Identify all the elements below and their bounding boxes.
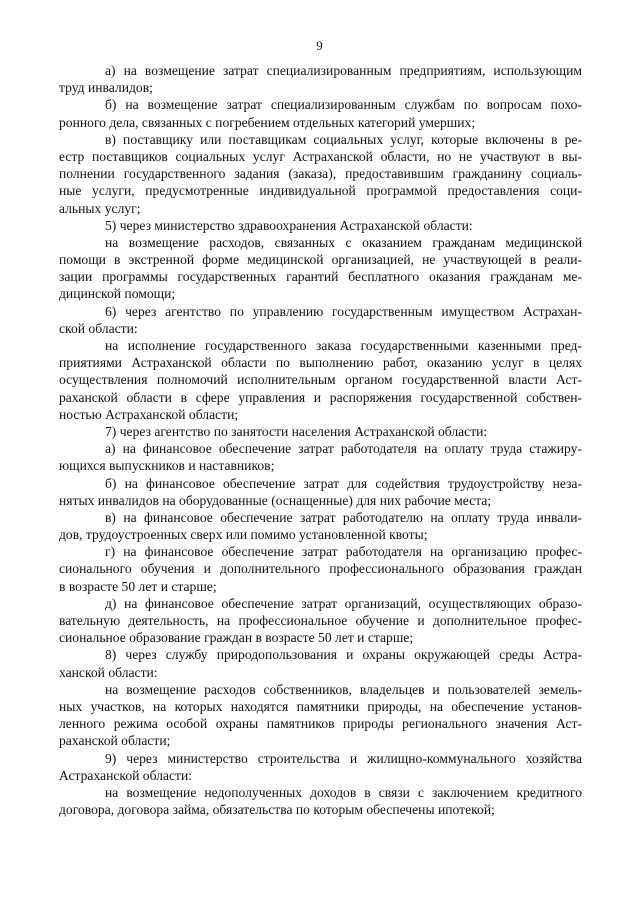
text-line: полнении государственного задания (заказа), предоставившим гражданину социаль- [59, 166, 582, 182]
text-line: ской области: [59, 320, 138, 336]
text-line: сиональное образование граждан в возрасте 50 лет и старше; [59, 630, 414, 646]
text-line: на возмещение расходов собственников, владельцев и пользователей земель- [105, 681, 582, 697]
text-line: ленного режима особой охраны памятников природы регионального значения Аст- [59, 716, 582, 732]
text-line: ющихся выпускников и наставников; [59, 458, 275, 474]
text-line: ные услуги, предусмотренные индивидуальной программой предоставления соци- [59, 183, 582, 199]
text-line: б) на финансовое обеспечение затрат для содействия трудоустройству неза- [105, 475, 582, 491]
text-line: альных услуг; [59, 200, 141, 216]
text-line: ханской области: [59, 664, 158, 680]
text-line: 8) через службу природопользования и охраны окружающей среды Астра- [105, 647, 582, 663]
text-line: 7) через агентство по занятости населения Астраханской области: [105, 423, 488, 439]
document-body [59, 62, 582, 818]
text-line: приятиями Астраханской области по выполнению работ, оказанию услуг в целях [59, 355, 582, 371]
text-line: в) на финансовое обеспечение затрат работодателю на оплату труда инвали- [105, 509, 582, 525]
text-line: 6) через агентство по управлению государственным имуществом Астрахан- [105, 303, 582, 319]
text-line: в возрасте 50 лет и старше; [59, 578, 217, 594]
text-line: на возмещение недополученных доходов в связи с заключением кредитного [105, 784, 582, 800]
text-line: труд инвалидов; [59, 80, 153, 96]
text-line: естр поставщиков социальных услуг Астраханской области, но не участвуют в вы- [59, 148, 582, 164]
text-line: ных участков, на которых находятся памятники природы, на обеспечение установ- [59, 698, 582, 714]
text-line: г) на финансовое обеспечение затрат работодателя на организацию профес- [105, 544, 582, 560]
text-line: д) на финансовое обеспечение затрат организаций, осуществляющих образо- [105, 595, 582, 611]
text-line: 9) через министерство строительства и жилищно-коммунального хозяйства [105, 750, 582, 766]
text-line: нятых инвалидов на оборудованные (оснащенные) для них рабочие места; [59, 492, 492, 508]
text-line: Астраханской области: [59, 767, 193, 783]
text-line: помощи в экстренной форме медицинской организацией, не участвующей в реали- [59, 252, 582, 268]
text-line: в) поставщику или поставщикам социальных услуг, которые включены в ре- [105, 131, 582, 147]
text-line: раханской области; [59, 733, 171, 749]
text-line: сионального обучения и дополнительного профессионального образования граждан [59, 561, 582, 577]
text-line: на исполнение государственного заказа государственными казенными пред- [105, 338, 582, 353]
text-line: договора, договора займа, обязательства по которым обеспечены ипотекой; [59, 802, 495, 818]
text-line: зации программы государственных гарантий бесплатного оказания гражданам ме- [59, 269, 582, 285]
text-line: ностью Астраханской области; [59, 406, 239, 422]
text-line: дицинской помощи; [59, 286, 176, 302]
text-line: 5) через министерство здравоохранения Астраханской области: [105, 217, 473, 233]
text-line: дов, трудоустроенных сверх или помимо установленной квоты; [59, 527, 428, 543]
text-line: раханской области в сфере управления и распоряжения государственной собствен- [59, 389, 582, 405]
text-line: на возмещение расходов, связанных с оказанием гражданам медицинской [105, 234, 582, 250]
text-line: ронного дела, связанных с погребением отдельных категорий умерших; [59, 114, 476, 130]
page-number: 9 [316, 38, 323, 53]
text-line: осуществления полномочий исполнительным органом государственной власти Аст- [59, 372, 582, 388]
text-line: б) на возмещение затрат специализированным службам по вопросам похо- [105, 97, 582, 113]
text-line: а) на возмещение затрат специализированным предприятиям, использующим [105, 63, 582, 78]
text-line: вательную деятельность, на профессиональное обучение и дополнительное профес- [59, 613, 582, 628]
text-line: а) на финансовое обеспечение затрат работодателя на оплату труда стажиру- [105, 441, 582, 457]
